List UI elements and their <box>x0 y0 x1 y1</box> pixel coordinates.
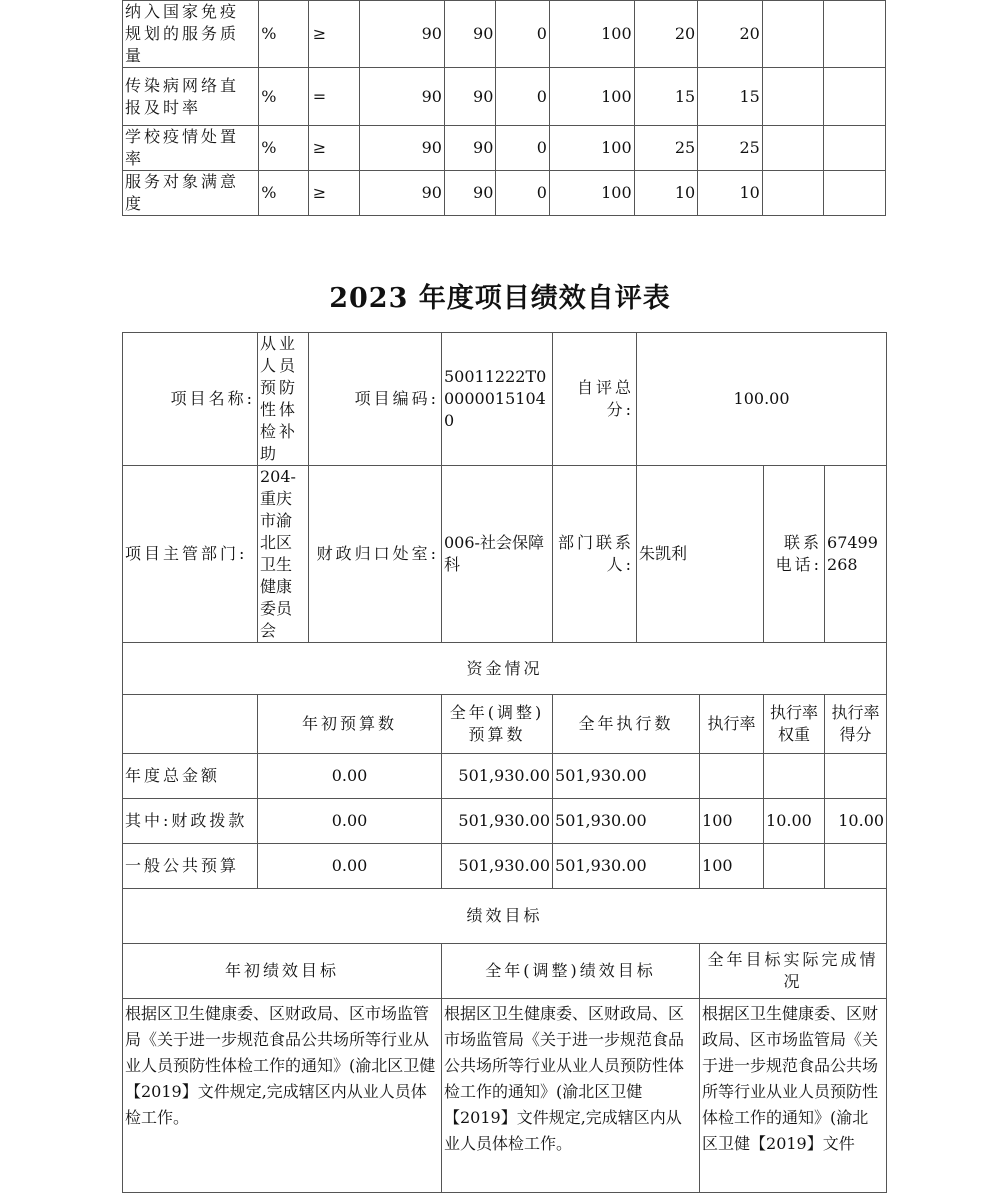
department-label: 项目主管部门: <box>123 466 258 643</box>
indicator-operator: = <box>308 68 359 126</box>
empty-cell <box>824 68 886 126</box>
score-label: 自评总分: <box>553 333 637 466</box>
indicator-value: 90 <box>444 1 495 68</box>
adjusted-budget-value: 501,930.00 <box>442 754 553 799</box>
indicator-name: 学校疫情处置率 <box>123 126 259 171</box>
rate-weight-value <box>764 754 825 799</box>
indicator-value: 0 <box>496 68 549 126</box>
empty-cell <box>762 1 824 68</box>
info-row <box>123 466 887 643</box>
indicator-value: 90 <box>360 171 445 216</box>
initial-budget-value: 0.00 <box>258 844 442 889</box>
indicator-value: 15 <box>634 68 698 126</box>
indicator-value: 90 <box>444 126 495 171</box>
contact-value: 朱凯利 <box>637 466 764 643</box>
indicator-value: 90 <box>444 171 495 216</box>
indicator-unit: % <box>259 126 308 171</box>
contact-label: 部门联系人: <box>553 466 637 643</box>
finance-office-label: 财政归口处室: <box>309 466 442 643</box>
indicator-value: 90 <box>444 68 495 126</box>
initial-budget-value: 0.00 <box>258 799 442 844</box>
initial-budget-value: 0.00 <box>258 754 442 799</box>
indicator-value: 100 <box>549 1 634 68</box>
rate-score-value <box>825 754 887 799</box>
indicator-value: 100 <box>549 126 634 171</box>
indicator-value: 10 <box>634 171 698 216</box>
empty-cell <box>123 695 258 754</box>
executed-value: 501,930.00 <box>553 754 700 799</box>
indicator-value: 100 <box>549 68 634 126</box>
header-adjusted-budget: 全年(调整)预算数 <box>442 695 553 754</box>
indicator-unit: % <box>259 68 308 126</box>
indicator-operator: ≥ <box>308 1 359 68</box>
table-row <box>123 1 886 68</box>
finance-office-value: 006-社会保障科 <box>442 466 553 643</box>
empty-cell <box>824 171 886 216</box>
rate-weight-value <box>764 844 825 889</box>
empty-cell <box>762 68 824 126</box>
project-code-label: 项目编码: <box>309 333 442 466</box>
table-row <box>123 68 886 126</box>
phone-value: 67499268 <box>825 466 887 643</box>
exec-rate-value: 100 <box>700 799 764 844</box>
indicator-value: 10 <box>698 171 763 216</box>
indicator-value: 20 <box>698 1 763 68</box>
adjusted-budget-value: 501,930.00 <box>442 844 553 889</box>
funds-row-label: 其中:财政拨款 <box>123 799 258 844</box>
project-code-value: 50011222T000000151040 <box>442 333 553 466</box>
section-header-row <box>123 889 887 944</box>
goals-section-title: 绩效目标 <box>123 889 887 944</box>
rate-score-value: 10.00 <box>825 799 887 844</box>
rate-weight-value: 10.00 <box>764 799 825 844</box>
table-row <box>123 126 886 171</box>
indicator-unit: % <box>259 171 308 216</box>
indicator-name: 传染病网络直报及时率 <box>123 68 259 126</box>
indicator-value: 90 <box>360 1 445 68</box>
goals-adjusted-text: 根据区卫生健康委、区财政局、区市场监管局《关于进一步规范食品公共场所等行业从业人员预防性体检工作的通知》(渝北区卫健【2019】文件规定,完成辖区内从业人员体检工作。 <box>442 999 700 1193</box>
indicator-value: 25 <box>698 126 763 171</box>
header-rate-score: 执行率得分 <box>825 695 887 754</box>
indicator-value: 0 <box>496 1 549 68</box>
evaluation-table <box>122 332 887 1193</box>
exec-rate-value <box>700 754 764 799</box>
goals-actual-text: 根据区卫生健康委、区财政局、区市场监管局《关于进一步规范食品公共场所等行业从业人员预防性体检工作的通知》(渝北区卫健【2019】文件 <box>700 999 887 1193</box>
funds-row-label: 一般公共预算 <box>123 844 258 889</box>
executed-value: 501,930.00 <box>553 799 700 844</box>
section-header-row <box>123 643 887 695</box>
page-title: 2023 年度项目绩效自评表 <box>329 283 671 314</box>
indicator-name: 纳入国家免疫规划的服务质量 <box>123 1 259 68</box>
goals-text-row <box>123 999 887 1193</box>
goals-header-row <box>123 944 887 999</box>
funds-section-title: 资金情况 <box>123 643 887 695</box>
rate-score-value <box>825 844 887 889</box>
header-initial-budget: 年初预算数 <box>258 695 442 754</box>
executed-value: 501,930.00 <box>553 844 700 889</box>
project-name-label: 项目名称: <box>123 333 258 466</box>
header-exec-rate: 执行率 <box>700 695 764 754</box>
empty-cell <box>824 1 886 68</box>
goals-actual-header: 全年目标实际完成情况 <box>700 944 887 999</box>
goals-adjusted-header: 全年(调整)绩效目标 <box>442 944 700 999</box>
empty-cell <box>824 126 886 171</box>
indicator-value: 100 <box>549 171 634 216</box>
indicator-value: 90 <box>360 68 445 126</box>
funds-row <box>123 754 887 799</box>
funds-header-row <box>123 695 887 754</box>
header-executed: 全年执行数 <box>553 695 700 754</box>
funds-row-label: 年度总金额 <box>123 754 258 799</box>
goals-initial-header: 年初绩效目标 <box>123 944 442 999</box>
phone-label: 联系电话: <box>764 466 825 643</box>
project-name-value: 从业人员预防性体检补助 <box>258 333 309 466</box>
funds-row <box>123 799 887 844</box>
table-row <box>123 171 886 216</box>
indicator-operator: ≥ <box>308 171 359 216</box>
adjusted-budget-value: 501,930.00 <box>442 799 553 844</box>
indicator-value: 20 <box>634 1 698 68</box>
indicator-name: 服务对象满意度 <box>123 171 259 216</box>
goals-initial-text: 根据区卫生健康委、区财政局、区市场监管局《关于进一步规范食品公共场所等行业从业人员预防性体检工作的通知》(渝北区卫健【2019】文件规定,完成辖区内从业人员体检工作。 <box>123 999 442 1193</box>
indicator-value: 0 <box>496 126 549 171</box>
indicator-unit: % <box>259 1 308 68</box>
indicator-value: 15 <box>698 68 763 126</box>
indicator-operator: ≥ <box>308 126 359 171</box>
indicator-value: 25 <box>634 126 698 171</box>
indicator-table <box>122 0 886 216</box>
indicator-value: 0 <box>496 171 549 216</box>
header-rate-weight: 执行率权重 <box>764 695 825 754</box>
empty-cell <box>762 171 824 216</box>
empty-cell <box>762 126 824 171</box>
exec-rate-value: 100 <box>700 844 764 889</box>
score-value: 100.00 <box>637 333 887 466</box>
info-row <box>123 333 887 466</box>
department-value: 204-重庆市渝北区卫生健康委员会 <box>258 466 309 643</box>
funds-row <box>123 844 887 889</box>
indicator-value: 90 <box>360 126 445 171</box>
